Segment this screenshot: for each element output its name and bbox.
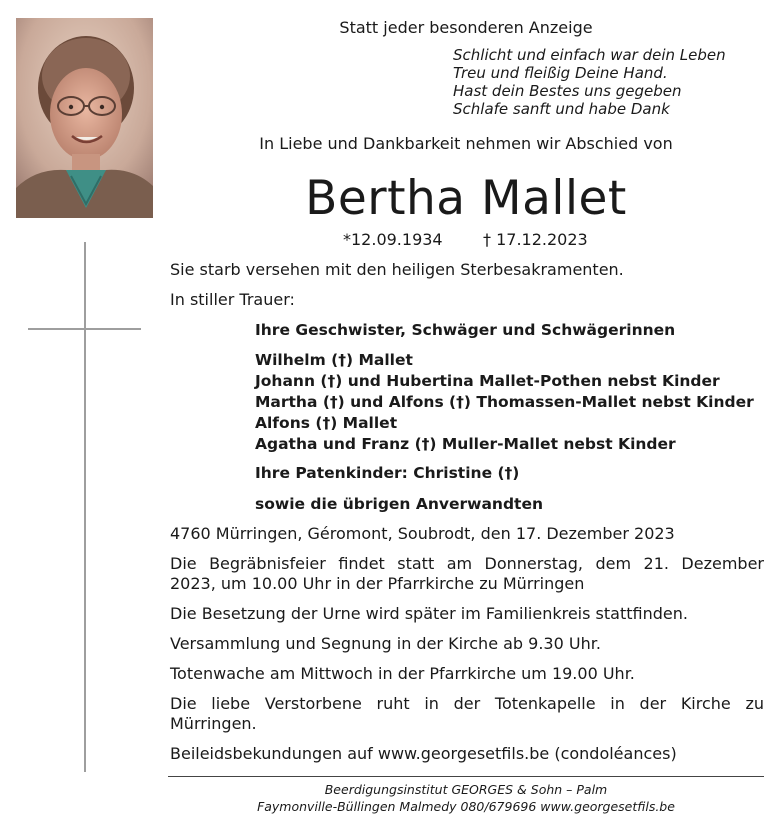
cross-horizontal-bar <box>28 328 141 330</box>
funeral-line-1: Die Begräbnisfeier findet statt am Donnerstag, dem 21. Dezember <box>170 554 764 573</box>
family-member: Agatha und Franz (†) Muller-Mallet nebst Kinder <box>255 435 676 453</box>
place-date-line: 4760 Mürringen, Géromont, Soubrodt, den 17. Dezember 2023 <box>170 524 675 543</box>
family-member: Johann (†) und Hubertina Mallet-Pothen nebst Kinder <box>255 372 720 390</box>
family-member: Martha (†) und Alfons (†) Thomassen-Mallet nebst Kinder <box>255 393 754 411</box>
footer-line-2: Faymonville-Büllingen Malmedy 080/679696 www.georgesetfils.be <box>257 799 675 814</box>
godchildren-line: Ihre Patenkinder: Christine (†) <box>255 464 520 482</box>
birth-date: *12.09.1934 <box>343 230 443 249</box>
condolences-line: Beileidsbekundungen auf www.georgesetfils.be (condoléances) <box>170 744 677 763</box>
family-member: Wilhelm (†) Mallet <box>255 351 413 369</box>
wake-line: Totenwache am Mittwoch in der Pfarrkirche um 19.00 Uhr. <box>170 664 635 683</box>
funeral-line-2: 2023, um 10.00 Uhr in der Pfarrkirche zu Mürringen <box>170 574 585 593</box>
family-member: Alfons (†) Mallet <box>255 414 398 432</box>
farewell-line: In Liebe und Dankbarkeit nehmen wir Abschied von <box>259 134 673 153</box>
deceased-name: Bertha Mallet <box>305 171 627 226</box>
death-date: † 17.12.2023 <box>483 230 588 249</box>
cross-vertical-bar <box>84 242 86 772</box>
urn-line: Die Besetzung der Urne wird später im Familienkreis stattfinden. <box>170 604 688 623</box>
poem-line-4: Schlafe sanft und habe Dank <box>453 100 670 118</box>
footer-divider <box>168 776 764 777</box>
poem-line-3: Hast dein Bestes uns gegeben <box>453 82 682 100</box>
sacraments-line: Sie starb versehen mit den heiligen Sterbesakramenten. <box>170 260 624 279</box>
notice-heading: Statt jeder besonderen Anzeige <box>339 18 593 37</box>
poem-line-1: Schlicht und einfach war dein Leben <box>453 46 726 64</box>
poem-line-2: Treu und fleißig Deine Hand. <box>453 64 668 82</box>
relatives-line: sowie die übrigen Anverwandten <box>255 495 544 513</box>
mourning-label: In stiller Trauer: <box>170 290 295 309</box>
rest-line-1: Die liebe Verstorbene ruht in der Totenkapelle in der Kirche zu <box>170 694 764 713</box>
siblings-heading: Ihre Geschwister, Schwäger und Schwägerinnen <box>255 321 676 339</box>
footer-line-1: Beerdigungsinstitut GEORGES & Sohn – Palm <box>324 782 608 797</box>
rest-line-2: Mürringen. <box>170 714 257 733</box>
gathering-line: Versammlung und Segnung in der Kirche ab 9.30 Uhr. <box>170 634 601 653</box>
